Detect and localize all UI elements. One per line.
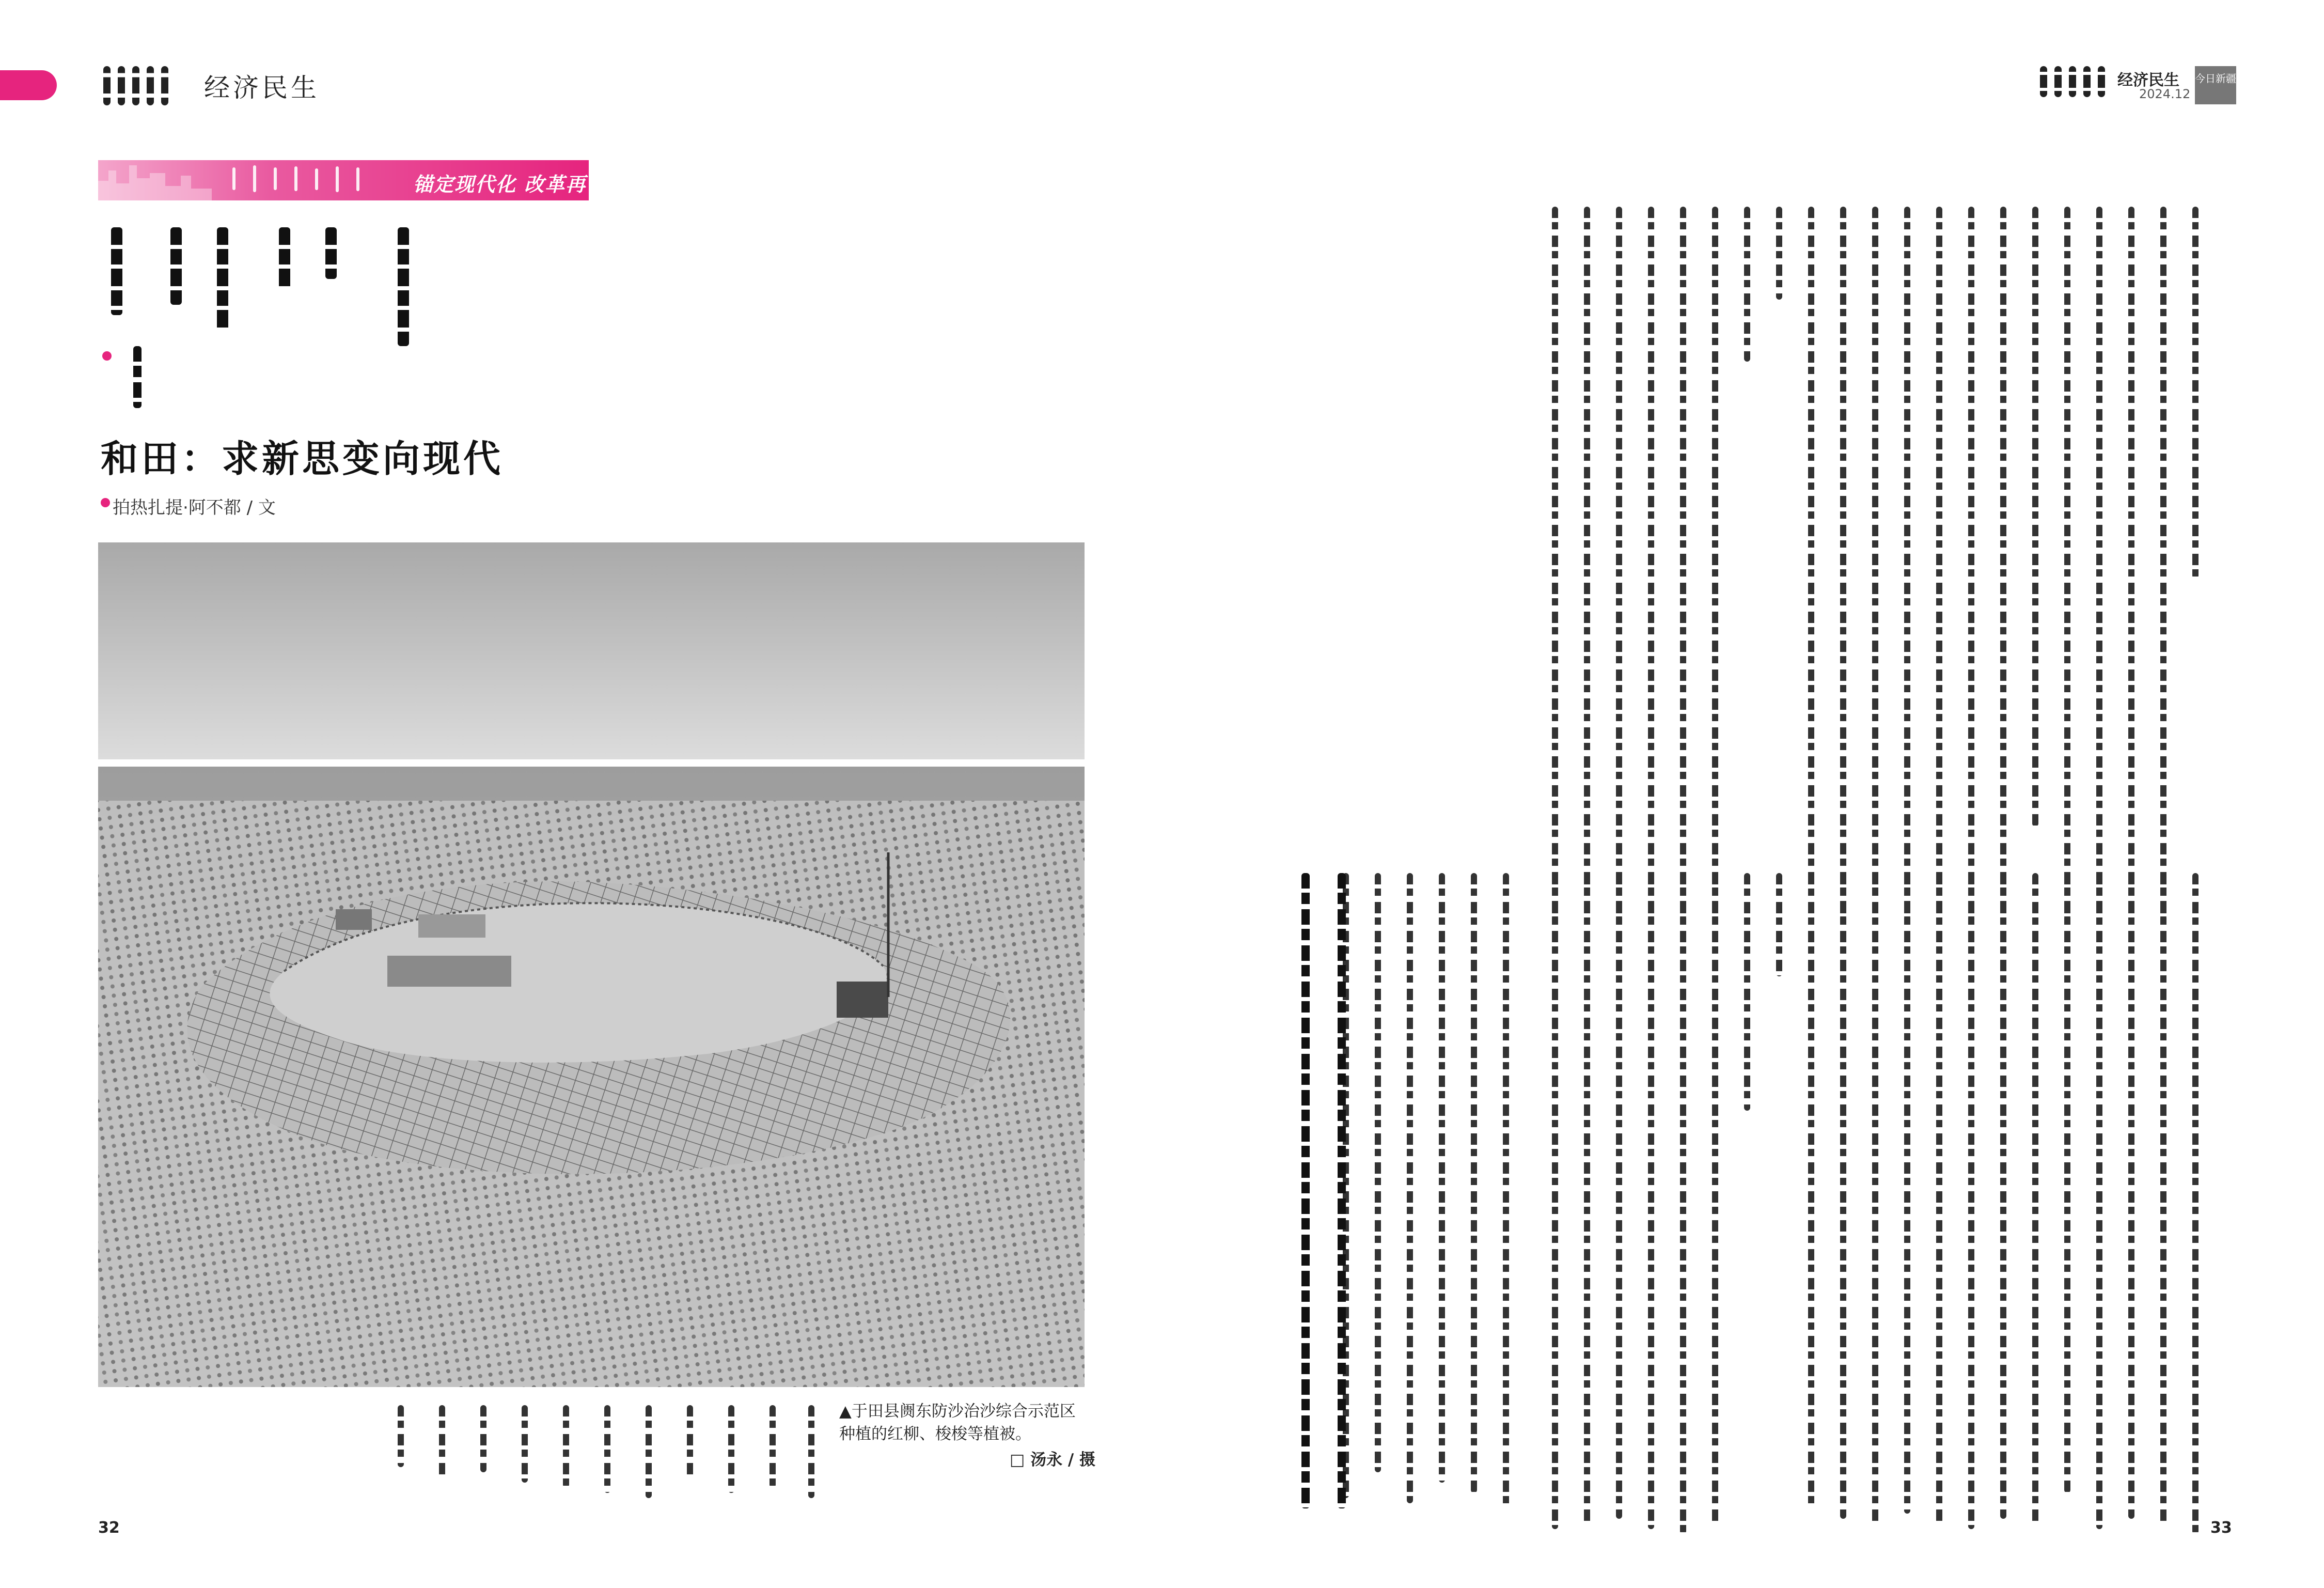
mongolian-text-line bbox=[1503, 873, 1509, 1508]
mongolian-text-line bbox=[1904, 873, 1910, 1514]
mongolian-text-line bbox=[1584, 207, 1590, 909]
mongolian-title-line bbox=[111, 227, 122, 315]
page-tab-marker bbox=[0, 70, 57, 100]
mongolian-text-line bbox=[1712, 873, 1718, 1524]
mongolian-title-line bbox=[170, 227, 182, 305]
mongolian-caption-line bbox=[604, 1405, 610, 1493]
mongolian-text-line bbox=[1744, 207, 1750, 362]
mongolian-text-line bbox=[1407, 873, 1413, 1503]
banner-text: 锚定现代化 改革再深化 bbox=[413, 173, 587, 224]
mongolian-text-line bbox=[1968, 873, 1974, 1529]
mongolian-text-line bbox=[1375, 873, 1381, 1472]
mongolian-text-line bbox=[2192, 207, 2199, 579]
mongolian-byline bbox=[133, 346, 142, 408]
mongolian-text-line bbox=[1840, 873, 1846, 1519]
mongolian-text-line bbox=[1776, 207, 1782, 300]
author-bullet-mongolian bbox=[102, 351, 112, 361]
mongolian-title-line bbox=[325, 227, 337, 279]
mongolian-text-line bbox=[1712, 207, 1718, 920]
mongolian-text-line bbox=[2064, 873, 2070, 1493]
mongolian-text-line bbox=[1616, 873, 1622, 1519]
mongolian-text-line bbox=[1808, 873, 1814, 1508]
section-title-right: 经济民生 bbox=[2117, 71, 2179, 89]
mongolian-text-line bbox=[1616, 207, 1622, 920]
mongolian-caption-line bbox=[439, 1405, 445, 1477]
mongolian-text-line bbox=[1808, 207, 1814, 878]
desert-afforestation-photo bbox=[98, 542, 1085, 1387]
mongolian-text-line bbox=[2128, 207, 2134, 914]
mongolian-text-line bbox=[2000, 207, 2006, 914]
mongolian-caption-line bbox=[728, 1405, 734, 1493]
mongolian-text-line bbox=[2096, 873, 2102, 1529]
photo-caption: ▲于田县阓东防沙治沙综合示范区种植的红柳、梭梭等植被。 bbox=[839, 1402, 1076, 1443]
mongolian-caption-line bbox=[563, 1405, 569, 1488]
mongolian-caption-line bbox=[808, 1405, 814, 1498]
mongolian-text-line bbox=[2160, 207, 2166, 920]
section-title-left: 经济民生 bbox=[204, 73, 320, 103]
mongolian-text-line bbox=[1584, 873, 1590, 1524]
mongolian-text-line bbox=[1872, 873, 1878, 1524]
mongolian-text-line bbox=[2128, 873, 2134, 1519]
mongolian-text-line bbox=[2032, 873, 2038, 1524]
mongolian-text-line bbox=[2032, 207, 2038, 827]
mongolian-caption-line bbox=[480, 1405, 486, 1472]
mongolian-subheading-line bbox=[1301, 873, 1310, 1508]
mongolian-text-line bbox=[1968, 207, 1974, 920]
issue-date: 2024.12 bbox=[2139, 87, 2191, 101]
mongolian-text-line bbox=[1680, 873, 1686, 1534]
mongolian-caption-line bbox=[522, 1405, 528, 1483]
mongolian-text-line bbox=[2096, 207, 2102, 909]
mongolian-text-line bbox=[1552, 207, 1558, 920]
magazine-logo: 今日新疆 bbox=[2195, 66, 2236, 104]
mongolian-text-line bbox=[1904, 207, 1910, 920]
mongolian-caption-line bbox=[398, 1405, 404, 1467]
mongolian-text-line bbox=[1840, 207, 1846, 920]
mongolian-subheading-line bbox=[1338, 873, 1346, 1508]
mongolian-text-line bbox=[1936, 207, 1942, 909]
mongolian-text-line bbox=[2000, 873, 2006, 1519]
page-number-left: 32 bbox=[98, 1519, 120, 1537]
mongolian-caption-line bbox=[770, 1405, 776, 1488]
byline: 拍热扎提·阿不都 / 文 bbox=[113, 497, 276, 518]
mongolian-text-line bbox=[1439, 873, 1445, 1483]
mongolian-section-heading-left bbox=[103, 66, 168, 105]
article-title: 和田：求新思变向现代 bbox=[101, 437, 504, 480]
mongolian-title-line bbox=[279, 227, 290, 289]
mongolian-title-line bbox=[217, 227, 228, 331]
mongolian-text-line bbox=[1471, 873, 1477, 1493]
mongolian-text-line bbox=[1648, 873, 1654, 1529]
page-number-right: 33 bbox=[2210, 1519, 2232, 1537]
mongolian-text-line bbox=[1936, 873, 1942, 1524]
byline-bullet bbox=[101, 498, 110, 507]
mongolian-text-line bbox=[1776, 873, 1782, 976]
mongolian-text-line bbox=[2064, 207, 2070, 920]
mongolian-text-line bbox=[1744, 873, 1750, 1111]
photo-credit: □ 汤永 / 摄 bbox=[1010, 1451, 1095, 1469]
mongolian-title-line bbox=[398, 227, 409, 346]
column-banner bbox=[98, 160, 589, 224]
article-photo bbox=[98, 542, 1085, 1387]
mongolian-text-line bbox=[2160, 873, 2166, 1524]
mongolian-text-line bbox=[1552, 873, 1558, 1529]
mongolian-text-line bbox=[1680, 207, 1686, 920]
mongolian-caption-line bbox=[687, 1405, 693, 1477]
mongolian-text-line bbox=[1872, 207, 1878, 899]
mongolian-text-line bbox=[1648, 207, 1654, 920]
mongolian-section-heading-right bbox=[2040, 66, 2105, 97]
mongolian-caption-line bbox=[646, 1405, 652, 1498]
mongolian-text-line bbox=[2192, 873, 2199, 1534]
